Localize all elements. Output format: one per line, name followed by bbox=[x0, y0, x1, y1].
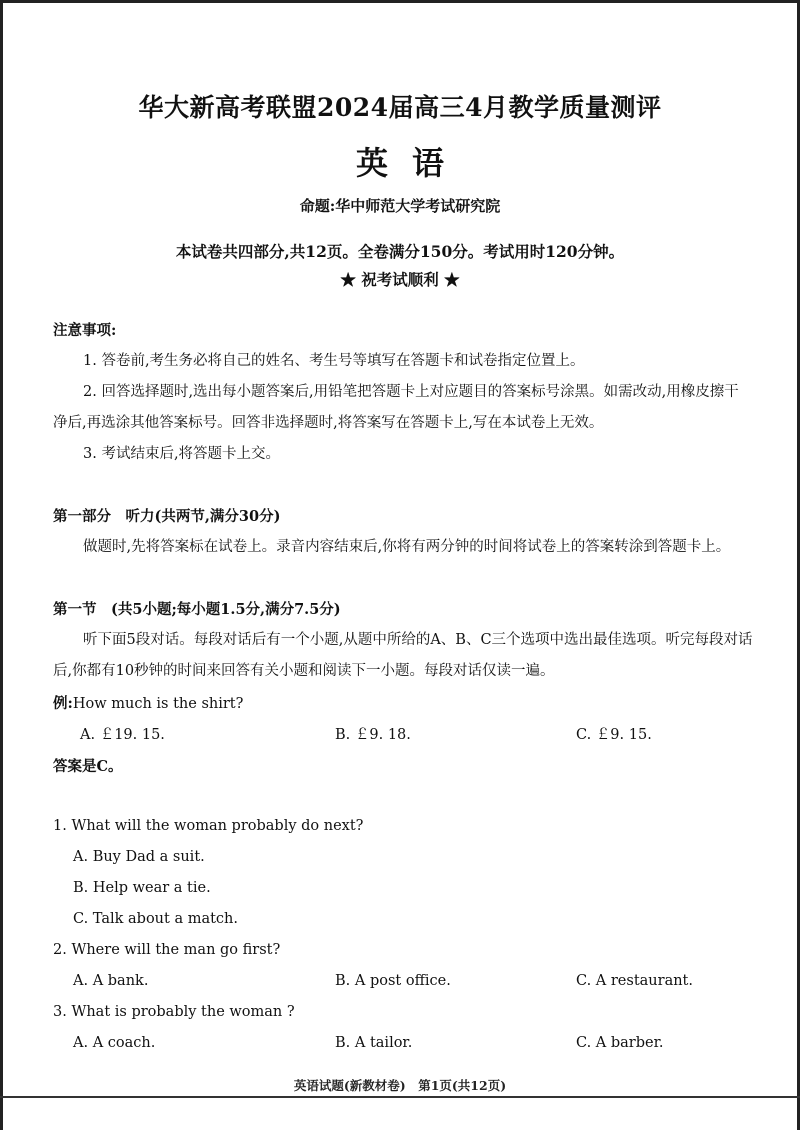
section1-heading: 第一节 (共5小题;每小题1.5分,满分7.5分) bbox=[53, 601, 341, 618]
subject-title: 英语 bbox=[355, 144, 468, 182]
question-2-option-a: A. A bank. bbox=[73, 973, 149, 989]
question-1-option-c: C. Talk about a match. bbox=[73, 911, 238, 927]
question-1-option-b: B. Help wear a tie. bbox=[73, 880, 211, 896]
part1-intro: 做题时,先将答案标在试卷上。录音内容结束后,你将有两分钟的时间将试卷上的答案转涂到答题卡上。 bbox=[83, 539, 731, 555]
page-footer: 英语试题(新教材卷) 第1页(共12页) bbox=[293, 1078, 507, 1093]
example-option-c: C. ￡9. 15. bbox=[576, 727, 652, 743]
question-2: 2. Where will the man go first? bbox=[53, 942, 281, 958]
question-2-option-c: C. A restaurant. bbox=[576, 973, 693, 989]
exam-author: 命题:华中师范大学考试研究院 bbox=[299, 197, 501, 215]
note-item-2: 2. 回答选择题时,选出每小题答案后,用铅笔把答题卡上对应题目的答案标号涂黑。如需改动,用橡皮擦干净后,再选涂其他答案标号。回答非选择题时,将答案写在答题卡上,写在本试卷上无效。 bbox=[53, 384, 739, 431]
exam-info: 本试卷共四部分,共12页。全卷满分150分。考试用时120分钟。 bbox=[175, 242, 625, 261]
example-question-text: How much is the shirt? bbox=[72, 696, 244, 712]
example-question bbox=[53, 692, 243, 713]
example-label: 例: bbox=[53, 695, 73, 712]
example-option-a: A. ￡19. 15. bbox=[80, 727, 165, 743]
example-option-b: B. ￡9. 18. bbox=[335, 727, 411, 743]
note-item-3: 3. 考试结束后,将答题卡上交。 bbox=[83, 446, 281, 462]
question-3-option-a: A. A coach. bbox=[73, 1035, 156, 1051]
note-item-1: 1. 答卷前,考生务必将自己的姓名、考生号等填写在答题卡和试卷指定位置上。 bbox=[83, 353, 585, 369]
notes-heading: 注意事项: bbox=[53, 322, 117, 339]
good-luck-line: ★ 祝考试顺利 ★ bbox=[340, 270, 460, 289]
question-1: 1. What will the woman probably do next? bbox=[53, 818, 364, 834]
exam-title: 华大新高考联盟2024届高三4月教学质量测评 bbox=[138, 93, 662, 122]
footer-divider bbox=[0, 1096, 800, 1098]
section1-intro: 听下面5段对话。每段对话后有一个小题,从题中所给的A、B、C三个选项中选出最佳选项。听完每段对话后,你都有10秒钟的时间来回答有关小题和阅读下一小题。每段对话仅读一遍。 bbox=[53, 632, 753, 679]
question-2-option-b: B. A post office. bbox=[335, 973, 451, 989]
question-3-option-c: C. A barber. bbox=[576, 1035, 664, 1051]
question-3-option-b: B. A tailor. bbox=[335, 1035, 413, 1051]
question-3: 3. What is probably the woman ? bbox=[53, 1004, 295, 1020]
part1-heading: 第一部分 听力(共两节,满分30分) bbox=[53, 508, 281, 525]
example-answer: 答案是C。 bbox=[53, 758, 123, 775]
page-border-top bbox=[0, 0, 800, 3]
question-1-option-a: A. Buy Dad a suit. bbox=[73, 849, 205, 865]
